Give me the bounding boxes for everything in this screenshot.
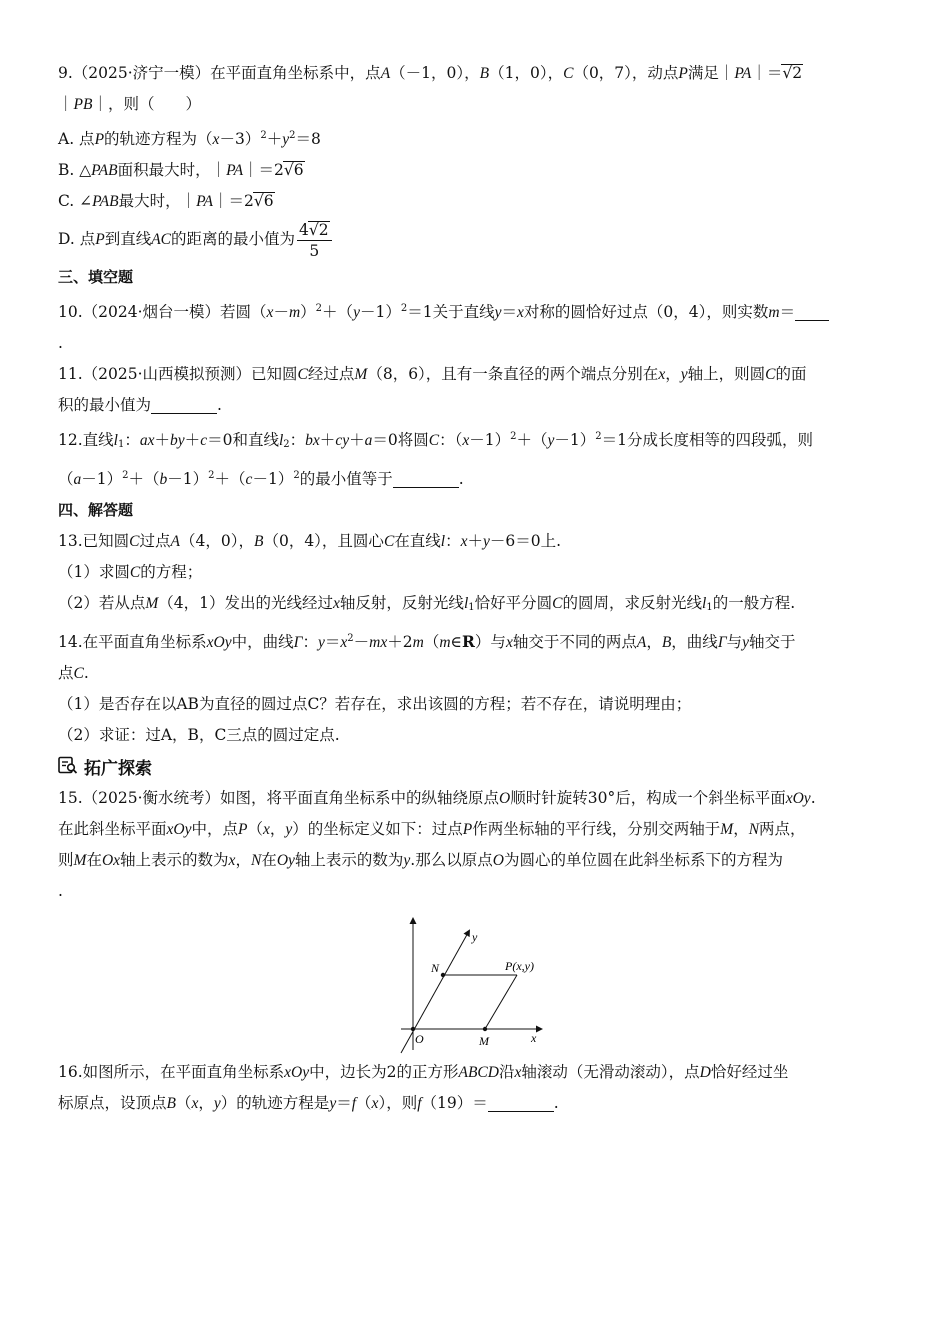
label-p: P(x,y) bbox=[505, 959, 534, 973]
question-9-stem: 9.（2025·济宁一模）在平面直角坐标系中，点A（－1，0），B（1，0），C（0，7），动点P满足｜PA｜＝√2 bbox=[58, 64, 803, 82]
search-document-icon bbox=[58, 755, 78, 783]
point-o bbox=[411, 1027, 415, 1031]
question-14-part-1: （1）是否存在以AB为直径的圆过点C？若存在，求出该圆的方程；若不存在，请说明理由； bbox=[58, 695, 692, 713]
oblique-coordinate-figure bbox=[58, 915, 888, 1055]
worksheet-page bbox=[58, 58, 888, 1119]
question-11: 11.（2025·山西模拟预测）已知圆C经过点M（8，6），且有一条直径的两个端点分别在x，y轴上，则圆C的面 积的最小值为 . bbox=[58, 365, 807, 414]
answer-blank-16[interactable] bbox=[488, 1093, 554, 1112]
label-y: y bbox=[472, 930, 478, 944]
answer-blank-11[interactable] bbox=[151, 395, 217, 414]
answer-blank-12[interactable] bbox=[393, 469, 459, 488]
point-m bbox=[483, 1027, 487, 1031]
question-9: 9.（2025·济宁一模）在平面直角坐标系中，点A（－1，0），B（1，0），C（0，7），动点P满足｜PA｜＝√2 ｜PB｜，则（ ） A. 点P的轨迹方程为$(x-3)^2+y^2=8$ B. △PAB面积最大时，｜PA｜＝2√6 C. ∠PAB最大时，｜PA｜＝2√6 D. 点P到直线AC的距离的最小值为 $\frac{4√2}{5}$ bbox=[58, 58, 888, 262]
question-14: 14.在平面直角坐标系xOy中，曲线Γ：$y=x^2-mx+2m(m\in R)$与x轴交于不同的两点A，B，曲线Γ与y轴交于 点C. （1）是否存在以AB为直径的圆过点C？若存在，求出该圆的方程；若不存在，请说明理由； （2）求证：过A，B，C三点的圆过定点. bbox=[58, 623, 888, 751]
answer-blank-10[interactable] bbox=[795, 302, 829, 321]
label-o: O bbox=[415, 1032, 424, 1046]
label-m: M bbox=[479, 1034, 489, 1048]
line-pm bbox=[485, 975, 517, 1029]
point-n bbox=[441, 973, 445, 977]
question-15: 15.（2025·衡水统考）如图，将平面直角坐标系中的纵轴绕原点O顺时针旋转30°后，构成一个斜坐标平面xOy. 在此斜坐标平面xOy中，点P（x，y）的坐标定义如下：过点P作两坐标轴的平行线，分别交两轴于M，N两点， 则M在Ox轴上表示的数为x，N在Oy轴上表示的数为y.那么以原点O为圆心的单位圆在此斜坐标系下的方程为 . y x O M N P(x,y) bbox=[58, 783, 888, 1055]
oblique-y-axis bbox=[401, 931, 469, 1053]
extension-heading: 拓广探索 bbox=[58, 755, 888, 783]
question-9-option-c: C. ∠PAB最大时，｜PA｜＝2√6 bbox=[58, 192, 274, 210]
section-3-heading: 三、填空题 bbox=[58, 268, 134, 286]
section-4-heading: 四、解答题 bbox=[58, 501, 134, 519]
question-12: 12.直线$l_1$：ax＋by＋c＝0和直线$l_2$：bx＋cy＋a＝0将圆C：$(x-1)^2+(y-1)^2=1$分成长度相等的四段弧，则 $(a-1)^2+(b-1)^2+(c-1)^2$的最小值等于 . bbox=[58, 431, 813, 488]
question-10: 10.（2024·烟台一模）若圆$(x-m)^2+(y-1)^2=1$关于直线y＝x对称的圆恰好过点（0，4），则实数m＝ . bbox=[58, 293, 888, 359]
question-13: 13.已知圆C过点A（4，0），B（0，4），且圆心C在直线l：x＋y－6＝0上. （1）求圆C的方程； （2）若从点M（4，1）发出的光线经过x轴反射，反射光线$l_1$恰好平分圆C的圆周，求反射光线$l_1$的一般方程. bbox=[58, 532, 796, 613]
question-9-option-d: D. 点P到直线AC的距离的最小值为 $\frac{4√2}{5}$ bbox=[58, 217, 888, 262]
question-9-option-a: A. 点P的轨迹方程为$(x-3)^2+y^2=8$ bbox=[58, 130, 321, 148]
label-n: N bbox=[431, 961, 440, 975]
question-9-option-b: B. △PAB面积最大时，｜PA｜＝2√6 bbox=[58, 161, 304, 179]
label-x: x bbox=[531, 1031, 537, 1045]
question-14-part-2: （2）求证：过A，B，C三点的圆过定点. bbox=[58, 726, 340, 744]
question-16: 16.如图所示，在平面直角坐标系xOy中，边长为2的正方形ABCD沿x轴滚动（无滑动滚动），点D恰好经过坐 标原点，设顶点B（x，y）的轨迹方程是y＝f（x），则f（19）＝ . bbox=[58, 1063, 789, 1112]
